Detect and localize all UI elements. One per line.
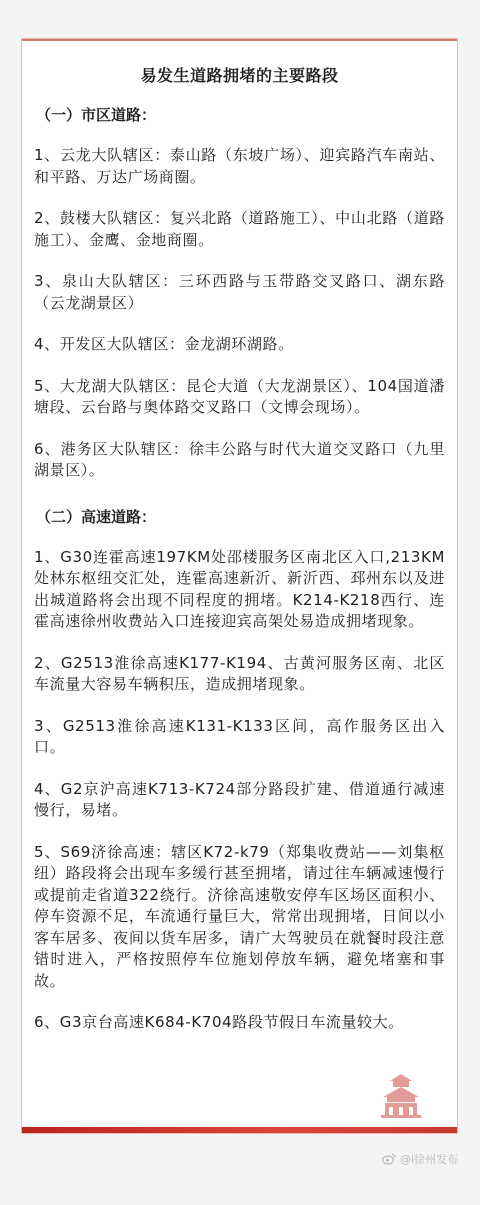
list-item: 4、开发区大队辖区：金龙湖环湖路。 bbox=[34, 335, 294, 353]
section-heading-highway: （二）高速道路： bbox=[36, 507, 157, 526]
document-content bbox=[34, 63, 445, 1054]
list-item: 2、G2513淮徐高速K177-K194、古黄河服务区南、北区车流量大容易车辆积压，造成拥堵现象。 bbox=[34, 653, 445, 693]
watermark bbox=[382, 1151, 458, 1167]
list-item: 4、G2京沪高速K713-K724部分路段扩建、借道通行减速慢行，易堵。 bbox=[34, 779, 445, 819]
bottom-stripe bbox=[22, 1127, 457, 1133]
list-item: 5、S69济徐高速：辖区K72-k79（郑集收费站——刘集枢纽）路段将会出现车多缓行甚至拥堵，请过往车辆减速慢行或提前走省道322绕行。济徐高速敬安停车区场区面积小、停车资源不足，车流通行量巨大，常常出现拥堵，日间以小客车居多、夜间以货车居多，请广大驾驶员在就餐时段注意错时进入，严格按照停车位施划停放车辆，避免堵塞和事故。 bbox=[34, 842, 445, 990]
section-heading-urban: （一）市区道路： bbox=[36, 106, 157, 124]
list-item: 5、大龙湖大队辖区：昆仑大道（大龙湖景区）、104国道潘塘段、云台路与奥体路交叉路口（文博会现场）。 bbox=[34, 376, 445, 416]
tiananmen-icon bbox=[371, 1069, 431, 1123]
list-item: 3、G2513淮徐高速K131-K133区间，高作服务区出入口。 bbox=[34, 716, 445, 756]
list-item: 1、云龙大队辖区：泰山路（东坡广场）、迎宾路汽车南站、和平路、万达广场商圈。 bbox=[34, 146, 445, 186]
watermark-text: @i徐州发布 bbox=[399, 1153, 458, 1166]
list-item: 6、港务区大队辖区：徐丰公路与时代大道交叉路口（九里湖景区）。 bbox=[34, 439, 445, 479]
list-item: 1、G30连霍高速197KM处邵楼服务区南北区入口,213KM处林东枢纽交汇处，连霍高速新沂、新沂西、邳州东以及进出城道路将会出现不同程度的拥堵。K214-K218西行、连霍高速徐州收费站入口连接迎宾高架处易造成拥堵现象。 bbox=[34, 547, 445, 630]
list-item: 3、泉山大队辖区：三环西路与玉带路交叉路口、湖东路（云龙湖景区） bbox=[34, 272, 445, 312]
list-item: 2、鼓楼大队辖区：复兴北路（道路施工）、中山北路（道路施工）、金鹰、金地商圈。 bbox=[34, 209, 445, 249]
document-title: 易发生道路拥堵的主要路段 bbox=[140, 66, 339, 85]
document-card bbox=[21, 38, 458, 1134]
top-rule bbox=[22, 39, 457, 41]
weibo-icon bbox=[382, 1153, 396, 1165]
list-item: 6、G3京台高速K684-K704路段节假日车流量较大。 bbox=[34, 1013, 404, 1031]
